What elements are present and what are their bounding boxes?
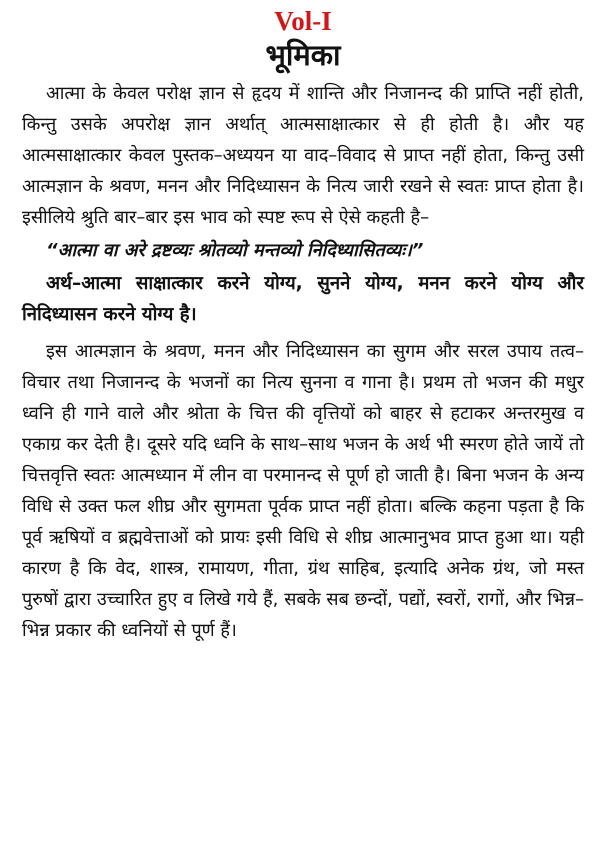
shruti-quote: “आत्मा वा अरे द्रष्टव्यः श्रोतव्यो मन्तव्यो निदिध्यासितव्यः।” (46, 240, 424, 261)
paragraph-intro: आत्मा के केवल परोक्ष ज्ञान से हृदय में शान्ति और निजानन्द की प्राप्ति नहीं होती, किन्तु उसके अपरोक्ष ज्ञान अर्थात् आत्मसाक्षात्कार से ही होती है। और यह आत्मसाक्षात्कार केवल पुस्तक–अध्ययन या वाद–विवाद से प्राप्त नहीं होता, किन्तु उसी आत्मज्ञान के श्रवण, मनन और निदिध्यासन के नित्य जारी रखने से स्वतः प्राप्त होता है। इसीलिये श्रुति बार–बार इस भाव को स्पष्ट रूप से ऐसे कहती है– (22, 83, 584, 228)
page-title: भूमिका (265, 38, 341, 72)
quote-meaning: अर्थ–आत्मा साक्षात्कार करने योग्य, सुनने योग्य, मनन करने योग्य और निदिध्यासन करने योग्य है। (22, 273, 584, 325)
volume-label: Vol-I (274, 6, 332, 36)
paragraph-main: इस आत्मज्ञान के श्रवण, मनन और निदिध्यासन का सुगम और सरल उपाय तत्व–विचार तथा निजानन्द के भजनों का नित्य सुनना व गाना है। प्रथम तो भजन की मधुर ध्वनि ही गाने वाले और श्रोता के चित्त की वृत्तियों को बाहर से हटाकर अन्तरमुख व एकाग्र कर देती है। दूसरे यदि ध्वनि के साथ–साथ भजन के अर्थ भी स्मरण होते जायें तो चित्तवृत्ति स्वतः आत्मध्यान में लीन वा परमानन्द से पूर्ण हो जाती है। बिना भजन के अन्य विधि से उक्त फल शीघ्र और सुगमता पूर्वक प्राप्त नहीं होता। बल्कि कहना पड़ता है कि पूर्व ऋषियों व ब्रह्मवेत्ताओं को प्रायः इसी विधि से शीघ्र आत्मानुभव प्राप्त हुआ था। यही कारण है कि वेद, शास्त्र, रामायण, गीता, ग्रंथ साहिब, इत्यादि अनेक ग्रंथ, जो मस्त पुरुषों द्वारा उच्चारित हुए व लिखे गये हैं, सबके सब छन्दों, पद्यों, स्वरों, रागों, और भिन्न–भिन्न प्रकार की ध्वनियों से पूर्ण हैं। (22, 341, 584, 641)
